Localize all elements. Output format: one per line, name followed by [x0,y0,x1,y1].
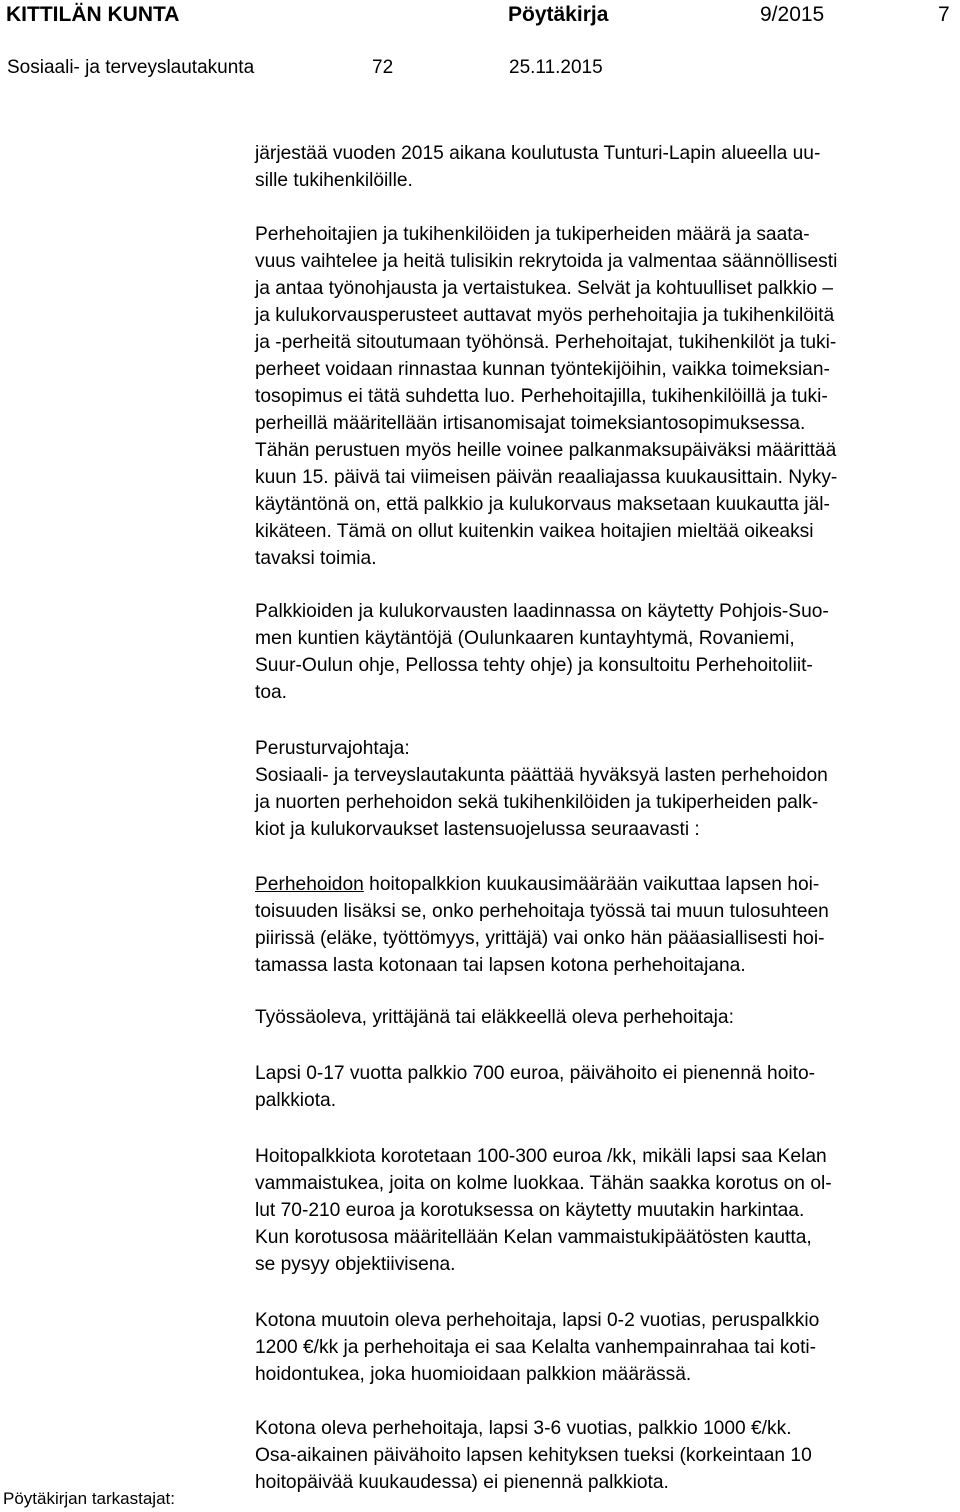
paragraph-references [255,598,955,706]
document-type: Pöytäkirja [508,3,609,26]
text-line [255,871,955,898]
page-number: 7 [938,3,950,26]
text-line: Kotona muutoin oleva perhehoitaja, lapsi 0-2 vuotias, peruspalkkio [255,1310,820,1331]
text-line: vammaistukea, joita on kolme luokkaa. Tähän saakka korotus on ol- [255,1173,832,1194]
text-line: Kotona oleva perhehoitaja, lapsi 3-6 vuotias, palkkio 1000 €/kk. [255,1418,792,1439]
text-line: tavaksi toimia. [255,548,377,569]
text-line: perheet voidaan rinnastaa kunnan työntekijöihin, vaikka toimeksian- [255,359,830,380]
paragraph-foster-care-fee [255,871,955,979]
text-line: se pysyy objektiivisena. [255,1254,456,1275]
text-line: hoitopäivää kuukaudessa) ei pienennä palkkiota. [255,1472,669,1493]
text-line: kuun 15. päivä tai viimeisen päivän reaaliajassa kuukausittain. Nyky- [255,467,838,488]
text-line: toisuuden lisäksi se, onko perhehoitaja työssä tai muun tulosuhteen [255,901,829,922]
text-line: Osa-aikainen päivähoito lapsen kehityksen tueksi (korkeintaan 10 [255,1445,812,1466]
paragraph-recruitment [255,221,955,572]
text-line: ja kulukorvausperusteet auttavat myös perhehoitajia ja tukihenkilöitä [255,305,835,326]
text-line: toa. [255,682,288,703]
paragraph-fee-0-17 [255,1060,955,1114]
text-run: hoitopalkkion kuukausimäärään vaikuttaa lapsen hoi- [363,874,820,895]
text-line: hoidontukea, joka huomioidaan palkkion määrässä. [255,1364,692,1385]
text-line: piirissä (eläke, työttömyys, yrittäjä) vai onko hän pääasiallisesti hoi- [255,928,825,949]
meeting-date: 25.11.2015 [509,57,603,78]
text-line: ja antaa työnohjausta ja vertaistukea. Selvät ja kohtuulliset palkkio – [255,278,834,299]
text-line: järjestää vuoden 2015 aikana koulutusta Tunturi-Lapin alueella uu- [255,143,821,164]
text-line: Kun korotusosa määritellään Kelan vammaistukipäätösten kautta, [255,1227,812,1248]
text-line: Palkkioiden ja kulukorvausten laadinnassa on käytetty Pohjois-Suo- [255,601,829,622]
text-line: Perusturvajohtaja: [255,738,410,759]
footer-inspectors-label: Pöytäkirjan tarkastajat: [3,1489,175,1508]
text-line: perheillä määritellään irtisanomisajat toimeksiantosopimuksessa. [255,413,806,434]
text-line: kikäteen. Tämä on ollut kuitenkin vaikea hoitajien mieltää oikeaksi [255,521,814,542]
underlined-term: Perhehoidon [255,874,364,895]
text-line: Työssäoleva, yrittäjänä tai eläkkeellä oleva perhehoitaja: [255,1007,734,1028]
text-line: tamassa lasta kotonaan tai lapsen kotona perhehoitajana. [255,955,746,976]
paragraph-disability-increase [255,1143,955,1278]
organization-name: KITTILÄN KUNTA [6,3,180,26]
paragraph-proposal [255,735,955,843]
text-line: Lapsi 0-17 vuotta palkkio 700 euroa, päivähoito ei pienennä hoito- [255,1063,816,1084]
text-line: palkkiota. [255,1090,337,1111]
text-line: tosopimus ei tätä suhdetta luo. Perhehoitajilla, tukihenkilöillä ja tuki- [255,386,828,407]
board-name: Sosiaali- ja terveyslautakunta [7,57,255,78]
text-line: kiot ja kulukorvaukset lastensuojelussa seuraavasti : [255,819,700,840]
text-line: sille tukihenkilöille. [255,170,413,191]
text-line: 1200 €/kk ja perhehoitaja ei saa Kelalta vanhempainrahaa tai koti- [255,1337,817,1358]
document-number: 9/2015 [760,3,825,26]
text-line: ja -perheitä sitoutumaan työhönsä. Perhehoitajat, tukihenkilöt ja tuki- [255,332,837,353]
text-line: lut 70-210 euroa ja korotuksessa on käytetty muutakin harkintaa. [255,1200,805,1221]
document-body [255,113,955,1496]
text-line: Sosiaali- ja terveyslautakunta päättää hyväksyä lasten perhehoidon [255,765,828,786]
text-line: käytäntönä on, että palkkio ja kulukorvaus maksetaan kuukautta jäl- [255,494,830,515]
paragraph-home-caregiver-0-2 [255,1307,955,1388]
text-line: ja nuorten perhehoidon sekä tukihenkilöiden ja tukiperheiden palk- [255,792,819,813]
paragraph-home-caregiver-3-6 [255,1415,955,1496]
paragraph-working-caregiver-heading [255,1004,955,1031]
text-line: Tähän perustuen myös heille voinee palkanmaksupäiväksi määrittää [255,440,837,461]
text-line: Hoitopalkkiota korotetaan 100-300 euroa /kk, mikäli lapsi saa Kelan [255,1146,827,1167]
section-number: 72 [372,57,394,78]
text-line: Perhehoitajien ja tukihenkilöiden ja tukiperheiden määrä ja saata- [255,224,810,245]
text-line: Suur-Oulun ohje, Pellossa tehty ohje) ja konsultoitu Perhehoitoliit- [255,655,813,676]
text-line: vuus vaihtelee ja heitä tulisikin rekrytoida ja valmentaa säännöllisesti [255,251,838,272]
text-line: men kuntien käytäntöjä (Oulunkaaren kuntayhtymä, Rovaniemi, [255,628,795,649]
paragraph-intro-continuation [255,140,955,194]
